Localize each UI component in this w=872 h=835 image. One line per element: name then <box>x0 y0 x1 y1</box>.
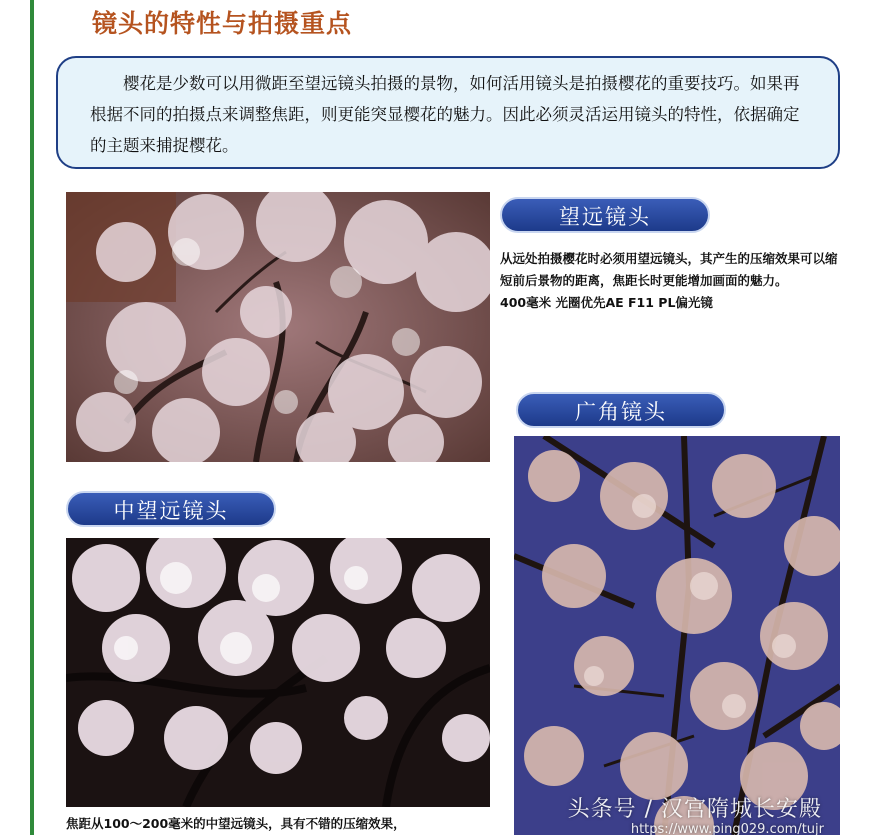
mid-tele-lens-description: 焦距从100～200毫米的中望远镜头，具有不错的压缩效果， <box>66 816 406 831</box>
tele-lens-description <box>500 248 842 314</box>
mid-telephoto-photo <box>66 538 490 807</box>
intro-text: 樱花是少数可以用微距至望远镜头拍摄的景物，如何活用镜头是拍摄樱花的重要技巧。如果再根据不同的拍摄点来调整焦距，则更能突显樱花的魅力。因此必须灵活运用镜头的特性，依据确定的主题来捕捉樱花。 <box>90 74 800 155</box>
tele-description-text: 从远处拍摄樱花时必须用望远镜头，其产生的压缩效果可以缩短前后景物的距离，焦距长时更能增加画面的魅力。 <box>500 251 838 288</box>
wide-angle-photo <box>514 436 840 835</box>
tele-lens-label: 望远镜头 <box>500 197 710 233</box>
page-title: 镜头的特性与拍摄重点 <box>92 9 353 38</box>
tele-spec: 400毫米 光圈优先AE F11 PL偏光镜 <box>500 295 713 310</box>
intro-box <box>56 56 840 169</box>
mid-tele-lens-label: 中望远镜头 <box>66 491 276 527</box>
watermark-text: 头条号 / 汉宫隋城长安殿 <box>567 797 822 822</box>
green-margin-rule <box>30 0 34 835</box>
watermark-url: https://www.ping029.com/tujr <box>630 822 824 835</box>
telephoto-photo <box>66 192 490 462</box>
wide-lens-label: 广角镜头 <box>516 392 726 428</box>
